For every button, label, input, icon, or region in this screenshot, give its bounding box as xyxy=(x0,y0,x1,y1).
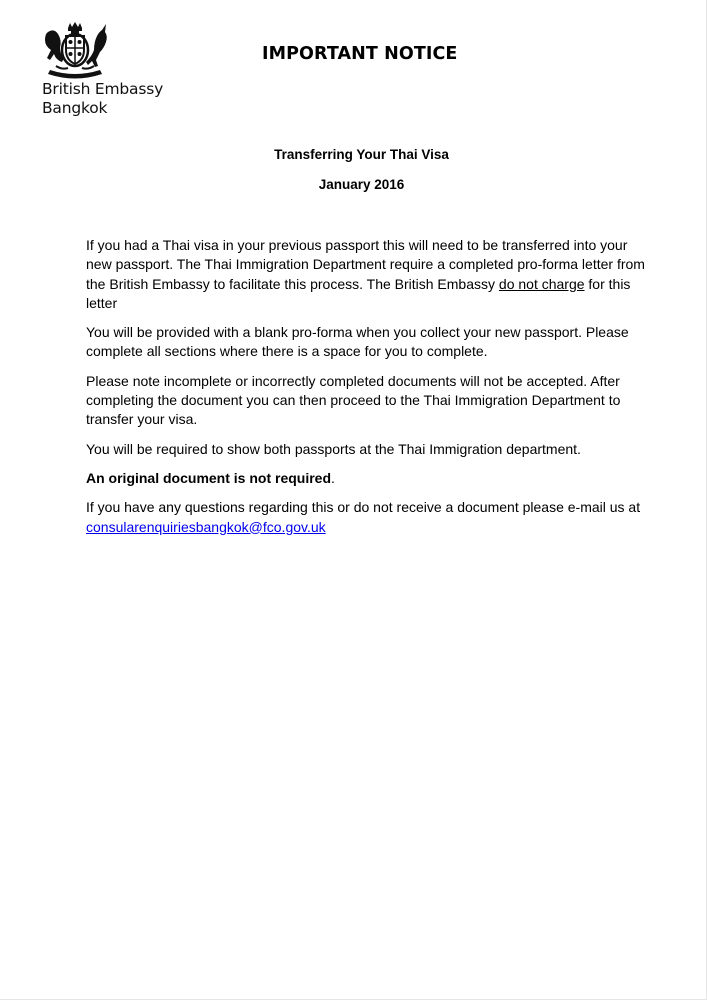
royal-coat-of-arms-icon xyxy=(42,22,108,80)
paragraph-text: If you have any questions regarding this or do not receive a document please e-mail us at xyxy=(86,499,641,516)
document-body xyxy=(86,236,646,547)
paragraph-visa-transfer xyxy=(86,236,646,313)
paragraph-show-passports: You will be required to show both passports at the Thai Immigration department. xyxy=(86,440,581,457)
paragraph-pro-forma: You will be provided with a blank pro-forma when you collect your new passport. Please complete all sections where there is a space for you to complete. xyxy=(86,324,629,360)
paragraph-text: for this letter xyxy=(86,275,631,311)
organisation-name xyxy=(42,80,192,118)
paragraph-text: If you had a Thai visa in your previous passport this will need to be transferred into your new passport. The Thai Immigration Department require a completed pro-forma letter from the British Embassy to facilitate this process. The British Embassy xyxy=(86,237,645,292)
original-not-required-text: An original document is not required xyxy=(86,469,332,486)
notice-title: IMPORTANT NOTICE xyxy=(262,44,458,64)
email-link[interactable]: consularenquiriesbangkok@fco.gov.uk xyxy=(86,518,326,535)
paragraph-contact xyxy=(86,498,646,537)
no-charge-emphasis: do not charge xyxy=(498,275,585,292)
paragraph-incomplete-documents: Please note incomplete or incorrectly completed documents will not be accepted. After completing the document you can then proceed to the Thai Immigration Department to transfer your visa. xyxy=(86,372,621,428)
paragraph-original-not-required xyxy=(86,469,646,488)
embassy-logo xyxy=(42,22,192,118)
org-name-line1: British Embassy xyxy=(42,80,164,98)
document-date: January 2016 xyxy=(318,177,405,192)
document-title: Transferring Your Thai Visa xyxy=(274,147,449,162)
org-name-line2: Bangkok xyxy=(42,99,108,117)
paragraph-text: . xyxy=(331,469,335,486)
